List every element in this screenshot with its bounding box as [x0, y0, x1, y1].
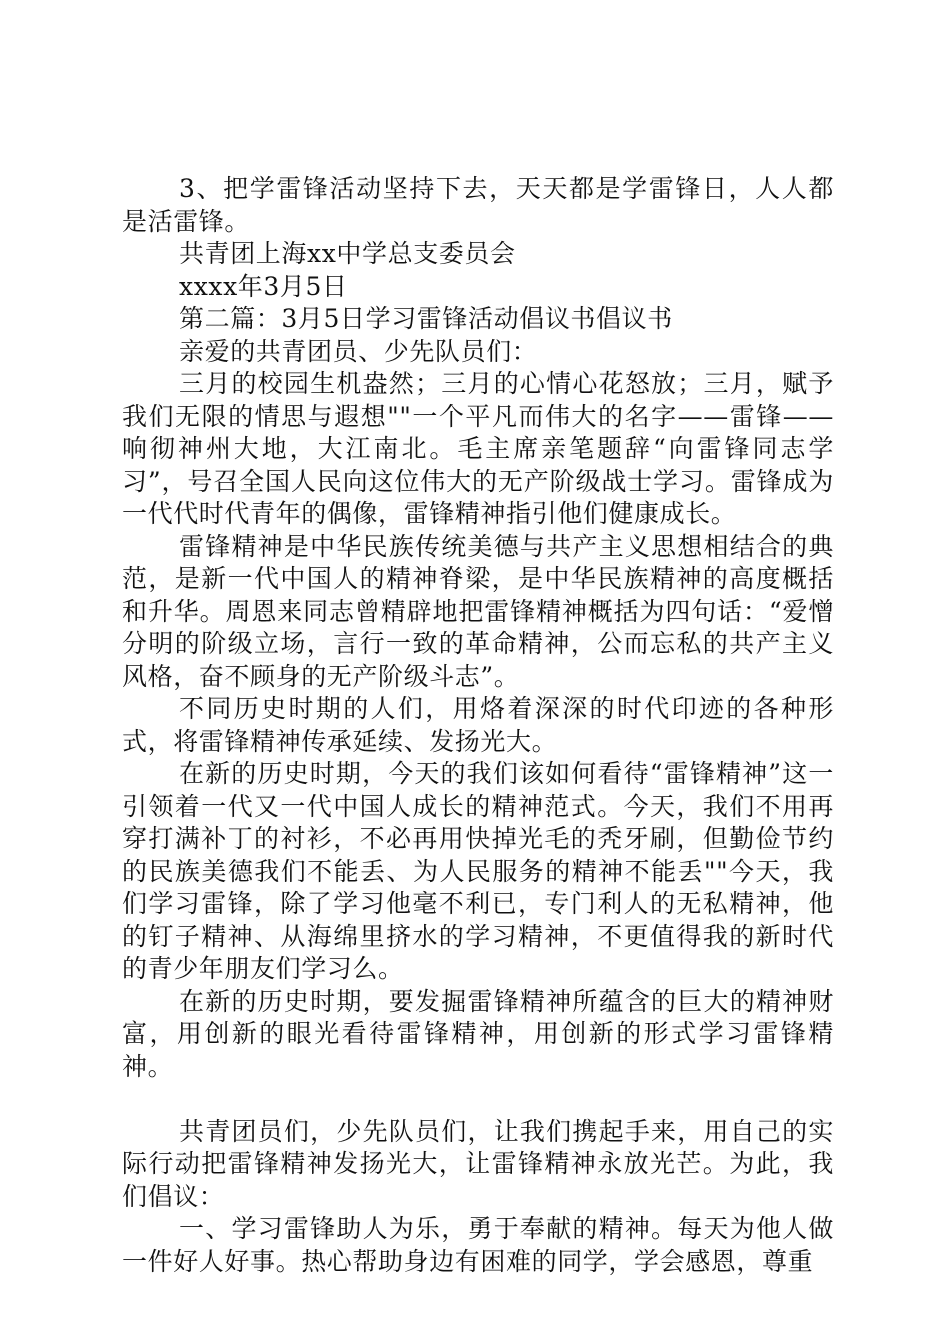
section-title: 第二篇：3月5日学习雷锋活动倡议书倡议书 — [179, 304, 673, 333]
paragraph-history: 不同历史时期的人们，用烙着深深的时代印迹的各种形式，将雷锋精神传承延续、发扬光大。 — [122, 694, 834, 756]
salutation: 亲爱的共青团员、少先队员们： — [179, 336, 538, 366]
paragraph-innovation: 在新的历史时期，要发掘雷锋精神所蕴含的巨大的精神财富，用创新的眼光看待雷锋精神，用创新的形式学习雷锋精神。 — [122, 986, 834, 1081]
signature-date: xxxx年3月5日 — [179, 271, 348, 301]
paragraph-call: 共青团员们，少先队员们，让我们携起手来，用自己的实际行动把雷锋精神发扬光大，让雷锋精神永放光芒。为此，我们倡议： — [122, 1116, 834, 1211]
document-body — [122, 173, 834, 1278]
paragraph-new-era: 在新的历史时期，今天的我们该如何看待“雷锋精神”这一引领着一代又一代中国人成长的精神范式。今天，我们不用再穿打满补丁的衬衫，不必再用快掉光毛的秃牙刷，但勤俭节约的民族美德我们不能丢、为人民服务的精神不能丢""今天，我们学习雷锋，除了学习他毫不利已，专门利人的无私精神，他的钉子精神、从海绵里挤水的学习精神，不更值得我的新时代的青少年朋友们学习么。 — [122, 759, 834, 983]
committee-signature: 共青团上海xx中学总支委员会 — [179, 239, 516, 268]
proposal-item-1: 一、学习雷锋助人为乐，勇于奉献的精神。每天为他人做一件好人好事。热心帮助身边有困难的同学，学会感恩，尊重 — [122, 1214, 834, 1276]
paragraph-gap — [122, 1083, 834, 1116]
paragraph-item-1: 3、把学雷锋活动坚持下去，天天都是学雷锋日，人人都是活雷锋。 — [122, 174, 834, 236]
paragraph-intro: 三月的校园生机盎然；三月的心情心花怒放；三月，赋予我们无限的情思与遐想""一个平凡而伟大的名字——雷锋——响彻神州大地，大江南北。毛主席亲笔题辞“向雷锋同志学习”，号召全国人民向这位伟大的无产阶级战士学习。雷锋成为一代代时代青年的偶像，雷锋精神指引他们健康成长。 — [122, 369, 834, 528]
paragraph-spirit: 雷锋精神是中华民族传统美德与共产主义思想相结合的典范，是新一代中国人的精神脊梁，是中华民族精神的高度概括和升华。周恩来同志曾精辟地把雷锋精神概括为四句话：“爱憎分明的阶级立场，言行一致的革命精神，公而忘私的共产主义风格，奋不顾身的无产阶级斗志”。 — [122, 531, 834, 691]
